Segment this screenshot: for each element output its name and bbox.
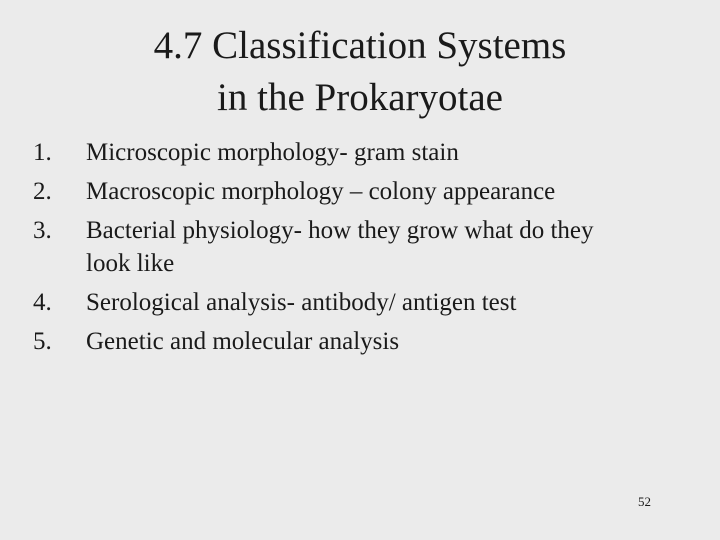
list-item — [33, 325, 693, 358]
list-item — [33, 286, 693, 319]
slide-title-line-2: in the Prokaryotae — [217, 76, 503, 119]
list-item-number: 4. — [33, 289, 52, 316]
list-item-text: Macroscopic morphology – colony appearance — [86, 178, 556, 205]
list-item — [33, 136, 693, 169]
list-item-text: Microscopic morphology- gram stain — [86, 139, 459, 166]
list-item-text: Serological analysis- antibody/ antigen test — [86, 289, 517, 316]
numbered-list — [33, 136, 693, 364]
list-item-text: Bacterial physiology- how they grow what do they look like — [86, 217, 594, 277]
list-item-number: 2. — [33, 178, 52, 205]
list-item-text: Genetic and molecular analysis — [86, 328, 400, 355]
list-item — [33, 214, 596, 280]
list-item-number: 5. — [33, 328, 52, 355]
slide-title — [0, 20, 720, 124]
page-number: 52 — [638, 494, 651, 509]
list-item-number: 3. — [33, 217, 52, 244]
list-item-number: 1. — [33, 139, 52, 166]
slide-title-line-1: 4.7 Classification Systems — [153, 24, 567, 67]
list-item — [33, 175, 693, 208]
